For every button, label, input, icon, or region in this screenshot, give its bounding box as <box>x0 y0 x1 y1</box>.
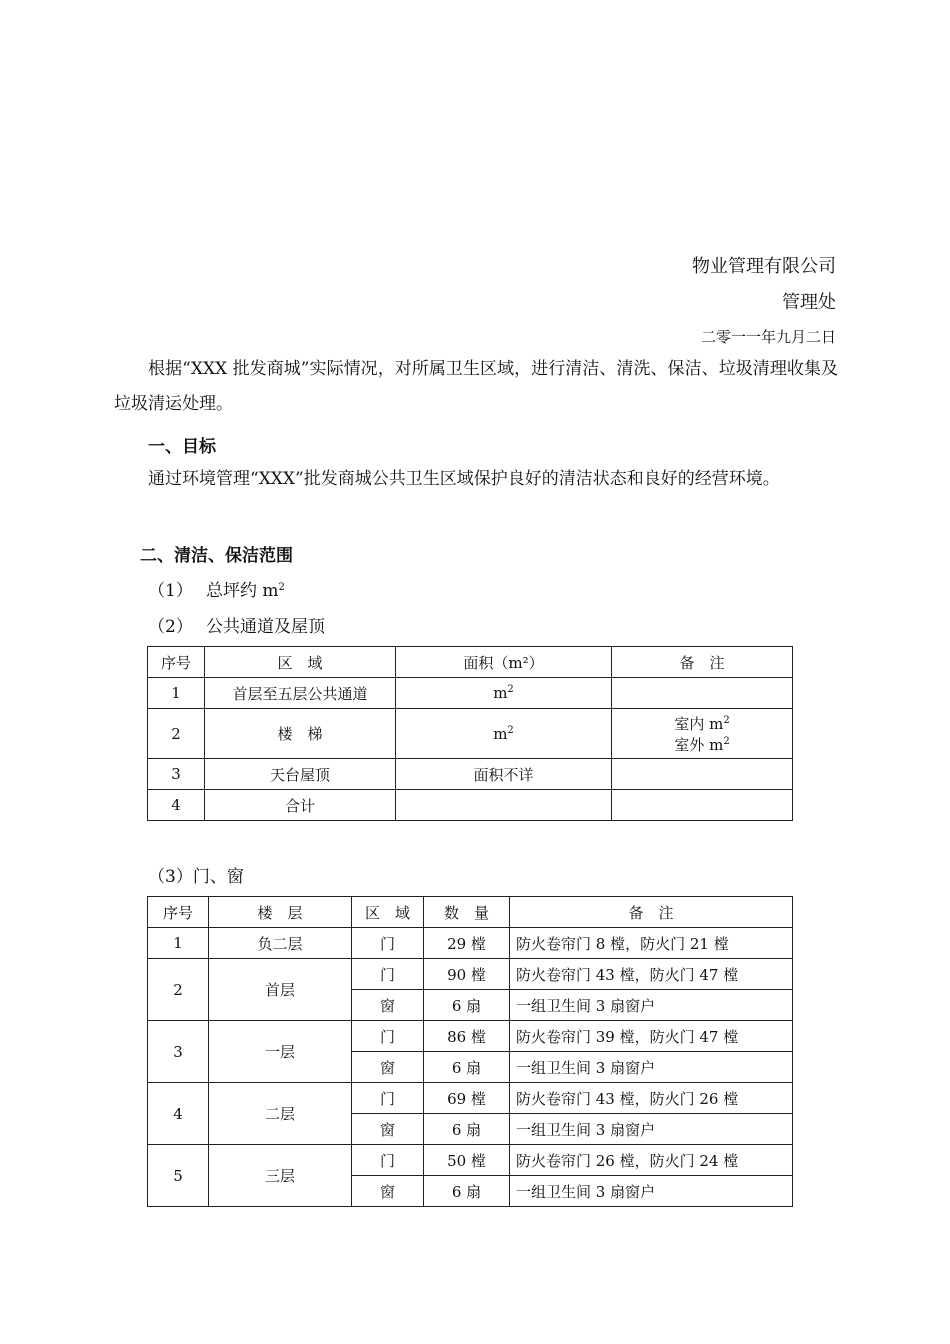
table-cell: 面积不详 <box>396 759 612 790</box>
header-cell: 区 域 <box>205 647 396 678</box>
table-cell: 6 扇 <box>424 1176 510 1207</box>
table-cell: 69 樘 <box>424 1083 510 1114</box>
intro-paragraph <box>114 352 838 422</box>
item-text: 总坪约 m <box>206 581 279 601</box>
list-item-2 <box>148 612 325 637</box>
table-cell: 负二层 <box>209 928 352 959</box>
table-cell: 门 <box>352 959 424 990</box>
table-cell: 2 <box>148 959 209 1021</box>
table-row <box>148 1145 793 1176</box>
company-name: 物业管理有限公司 <box>692 256 836 277</box>
list-item-1 <box>148 576 285 601</box>
section1-text: 通过环境管理“XXX”批发商城公共卫生区域保护良好的清洁状态和良好的经营环境。 <box>148 469 780 489</box>
table-cell: 窗 <box>352 990 424 1021</box>
superscript: 2 <box>278 582 285 593</box>
table-cell: 90 樘 <box>424 959 510 990</box>
table-cell: 防火卷帘门 39 樘，防火门 47 樘 <box>510 1021 793 1052</box>
table-cell: 1 <box>148 678 205 709</box>
table-cell <box>612 790 793 821</box>
table-cell: 4 <box>148 790 205 821</box>
table-cell: 窗 <box>352 1114 424 1145</box>
header-cell: 序号 <box>148 647 205 678</box>
table-cell: 6 扇 <box>424 990 510 1021</box>
section1-title: 一、目标 <box>148 437 216 457</box>
table-cell: 2 <box>148 709 205 759</box>
doors-windows-table <box>147 896 793 1207</box>
header-cell: 备 注 <box>510 897 793 928</box>
table-cell: 一组卫生间 3 扇窗户 <box>510 1176 793 1207</box>
header-cell: 备 注 <box>612 647 793 678</box>
table-row <box>148 928 793 959</box>
table-cell: $m^2$ <box>396 678 612 709</box>
item-number: （3） <box>148 867 193 887</box>
table-cell: 防火卷帘门 43 樘，防火门 47 樘 <box>510 959 793 990</box>
table-cell: 首层至五层公共通道 <box>205 678 396 709</box>
table-cell: 窗 <box>352 1176 424 1207</box>
item-number: （2） <box>148 617 193 637</box>
table-cell: 首层 <box>209 959 352 1021</box>
table-row <box>148 959 793 990</box>
list-item-3 <box>148 862 244 887</box>
table-cell: 合计 <box>205 790 396 821</box>
table-cell: 天台屋顶 <box>205 759 396 790</box>
table-row <box>148 1083 793 1114</box>
table-cell: 3 <box>148 759 205 790</box>
table-cell: 3 <box>148 1021 209 1083</box>
table-cell: 门 <box>352 1021 424 1052</box>
table-cell: 29 樘 <box>424 928 510 959</box>
document-date: 二零一一年九月二日 <box>700 328 836 346</box>
area-table <box>147 646 793 821</box>
table-row <box>148 790 793 821</box>
table-header-row <box>148 647 793 678</box>
table-cell: 50 樘 <box>424 1145 510 1176</box>
table-cell: 6 扇 <box>424 1114 510 1145</box>
table-cell: 门 <box>352 928 424 959</box>
table-cell: 窗 <box>352 1052 424 1083</box>
table-cell: $m^2$ <box>396 709 612 759</box>
table-cell: 三层 <box>209 1145 352 1207</box>
table-cell: 5 <box>148 1145 209 1207</box>
table-header-row <box>148 897 793 928</box>
item-number: （1） <box>148 581 193 601</box>
header-cell: 楼 层 <box>209 897 352 928</box>
item-text: 门、窗 <box>192 867 244 887</box>
section1-paragraph <box>114 462 838 497</box>
table-cell: 防火卷帘门 43 樘，防火门 26 樘 <box>510 1083 793 1114</box>
table-cell: 二层 <box>209 1083 352 1145</box>
header-cell: 面积（m²） <box>396 647 612 678</box>
table-cell <box>612 759 793 790</box>
table-cell: 楼 梯 <box>205 709 396 759</box>
header-cell: 数 量 <box>424 897 510 928</box>
table-row <box>148 1021 793 1052</box>
section2-title: 二、清洁、保洁范围 <box>140 546 293 566</box>
header-cell: 序号 <box>148 897 209 928</box>
table-row <box>148 759 793 790</box>
table-cell: 门 <box>352 1083 424 1114</box>
table-cell: 防火卷帘门 26 樘，防火门 24 樘 <box>510 1145 793 1176</box>
table-cell <box>612 678 793 709</box>
table-cell: 一层 <box>209 1021 352 1083</box>
table-cell <box>396 790 612 821</box>
table-cell: 一组卫生间 3 扇窗户 <box>510 1114 793 1145</box>
table-row <box>148 678 793 709</box>
table-cell: 86 樘 <box>424 1021 510 1052</box>
department-name: 管理处 <box>782 292 836 313</box>
table-cell: 室内 $m^2$ 室外 $m^2$ <box>612 709 793 759</box>
table-cell: 1 <box>148 928 209 959</box>
item-text: 公共通道及屋顶 <box>206 617 325 637</box>
intro-text: 根据“XXX 批发商城”实际情况，对所属卫生区域，进行清洁、清洗、保洁、垃圾清理收集及垃圾清运处理。 <box>114 359 838 414</box>
table-cell: 4 <box>148 1083 209 1145</box>
table-cell: 6 扇 <box>424 1052 510 1083</box>
table-cell: 门 <box>352 1145 424 1176</box>
table-cell: 防火卷帘门 8 樘，防火门 21 樘 <box>510 928 793 959</box>
table-row <box>148 709 793 759</box>
table-cell: 一组卫生间 3 扇窗户 <box>510 990 793 1021</box>
header-cell: 区 域 <box>352 897 424 928</box>
table-cell: 一组卫生间 3 扇窗户 <box>510 1052 793 1083</box>
